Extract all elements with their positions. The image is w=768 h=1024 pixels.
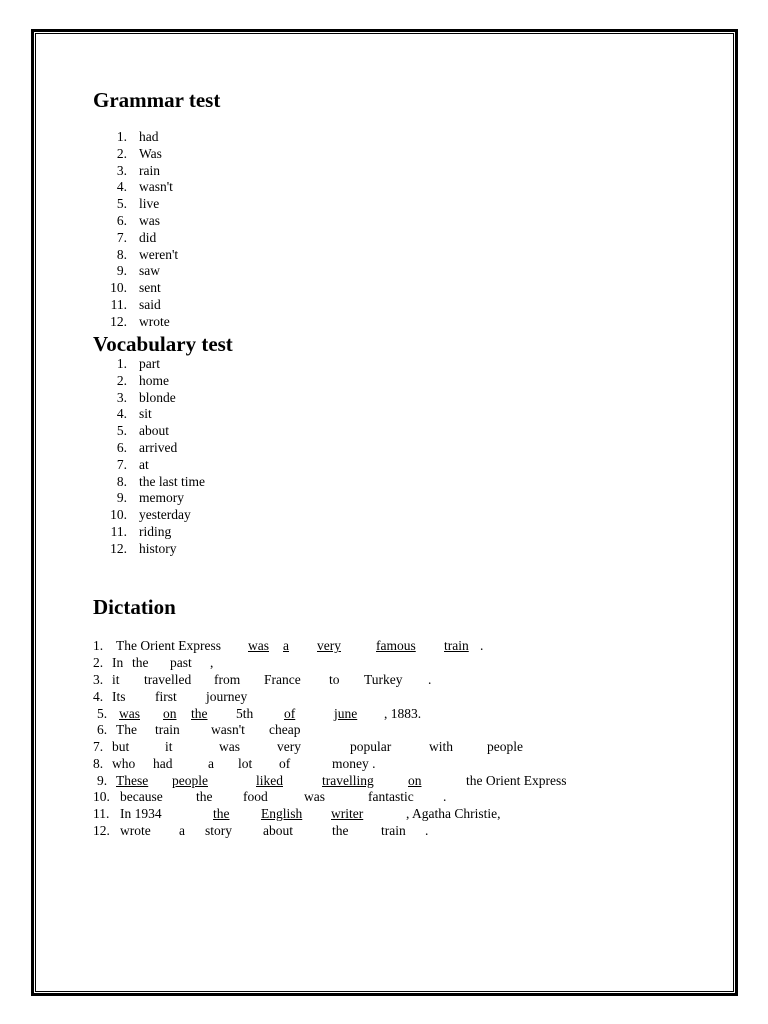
dictation-line xyxy=(0,705,768,722)
answer-text: part xyxy=(139,356,160,371)
word: cheap xyxy=(269,722,301,737)
word: a xyxy=(179,823,185,838)
underlined-word: liked xyxy=(256,773,283,788)
answer-number: 1. xyxy=(116,129,127,144)
line-number: 4. xyxy=(93,689,104,704)
word: The xyxy=(116,722,137,737)
answer-text: wasn't xyxy=(139,179,173,195)
answer-number: 6. xyxy=(116,439,127,455)
underlined-word: These xyxy=(116,773,149,788)
word: had xyxy=(153,756,173,771)
vocabulary-test-heading: Vocabulary test xyxy=(93,332,233,356)
dictation-line xyxy=(0,671,768,688)
word: In 1934 xyxy=(120,806,162,821)
word: it xyxy=(112,672,120,687)
word: popular xyxy=(350,739,392,754)
answer-text: arrived xyxy=(139,439,178,455)
answer-number: 9. xyxy=(116,263,127,279)
line-number: 3. xyxy=(93,672,104,687)
answer-text: Was xyxy=(139,145,162,161)
answer-text: riding xyxy=(139,523,172,539)
answer-number: 5. xyxy=(116,423,127,439)
underlined-word: the xyxy=(213,806,230,821)
word: to xyxy=(329,672,340,687)
underlined-word: writer xyxy=(331,806,364,821)
word: Its xyxy=(112,689,126,704)
line-number: 9. xyxy=(97,773,108,788)
answer-number: 11. xyxy=(110,523,127,539)
word: with xyxy=(429,739,454,754)
line-number: 10. xyxy=(93,789,110,804)
answer-number: 7. xyxy=(116,456,127,472)
answer-text: history xyxy=(139,540,177,556)
answer-number: 8. xyxy=(116,473,127,489)
dictation-line xyxy=(0,822,768,839)
answer-text: had xyxy=(139,129,159,144)
answer-text: sit xyxy=(139,406,152,422)
answer-text: blonde xyxy=(139,389,176,405)
word: who xyxy=(112,756,136,771)
answer-text: weren't xyxy=(139,246,179,262)
word: . xyxy=(425,823,429,838)
answer-text: sent xyxy=(139,280,161,296)
answer-text: the last time xyxy=(139,473,205,489)
answer-text: home xyxy=(139,372,169,388)
word: . xyxy=(428,672,432,687)
word: the Orient Express xyxy=(466,773,567,788)
answer-number: 1. xyxy=(116,356,127,371)
word: from xyxy=(214,672,241,687)
underlined-word: travelling xyxy=(322,773,374,788)
word: In xyxy=(112,655,124,670)
word: train xyxy=(381,823,406,838)
answer-text: was xyxy=(139,212,160,228)
word: money . xyxy=(332,756,376,771)
underlined-word: june xyxy=(334,706,358,721)
answer-number: 2. xyxy=(116,372,127,388)
word: The Orient Express xyxy=(116,638,221,653)
word: wasn't xyxy=(211,722,245,737)
answer-text: said xyxy=(139,296,161,312)
word: a xyxy=(208,756,214,771)
word: Turkey xyxy=(364,672,403,687)
underlined-word: people xyxy=(172,773,208,788)
word: people xyxy=(487,739,523,754)
dictation-line xyxy=(0,721,768,738)
word: past xyxy=(170,655,192,670)
dictation-line xyxy=(0,654,768,671)
answer-text: live xyxy=(139,196,160,212)
underlined-word: very xyxy=(317,638,341,653)
underlined-word: the xyxy=(191,706,208,721)
word: travelled xyxy=(144,672,192,687)
word: but xyxy=(112,739,130,754)
answer-text: yesterday xyxy=(139,507,191,523)
word: wrote xyxy=(120,823,151,838)
answer-text: saw xyxy=(139,263,160,279)
dictation-line xyxy=(0,738,768,755)
answer-number: 3. xyxy=(116,389,127,405)
word: about xyxy=(263,823,293,838)
underlined-word: a xyxy=(283,638,289,653)
word: 5th xyxy=(236,706,254,721)
line-number: 6. xyxy=(97,722,108,737)
underlined-word: train xyxy=(444,638,469,653)
word: journey xyxy=(206,689,248,704)
line-number: 2. xyxy=(93,655,104,670)
underlined-word: on xyxy=(163,706,177,721)
answer-text: did xyxy=(139,229,157,245)
answer-number: 5. xyxy=(116,196,127,212)
underlined-word: was xyxy=(248,638,269,653)
dictation-line xyxy=(0,755,768,772)
answer-number: 10. xyxy=(110,280,127,296)
line-number: 5. xyxy=(97,706,108,721)
answer-number: 4. xyxy=(116,406,127,422)
word: it xyxy=(165,739,173,754)
answer-number: 12. xyxy=(110,313,127,329)
dictation-line xyxy=(0,637,768,654)
answer-number: 8. xyxy=(116,246,127,262)
answer-number: 9. xyxy=(116,490,127,506)
line-number: 7. xyxy=(93,739,104,754)
answer-number: 6. xyxy=(116,212,127,228)
word: fantastic xyxy=(368,789,414,804)
answer-number: 10. xyxy=(110,507,127,523)
word: France xyxy=(264,672,301,687)
answer-number: 3. xyxy=(116,162,127,178)
word: was xyxy=(219,739,240,754)
dictation-line xyxy=(0,805,768,822)
word: , xyxy=(210,655,214,670)
word: lot xyxy=(238,756,253,771)
word: very xyxy=(277,739,301,754)
dictation-heading: Dictation xyxy=(93,595,176,619)
word: of xyxy=(279,756,291,771)
line-number: 1. xyxy=(93,638,104,653)
word: the xyxy=(196,789,213,804)
word: train xyxy=(155,722,180,737)
answer-text: wrote xyxy=(139,313,170,329)
answer-text: rain xyxy=(139,162,160,178)
underlined-word: of xyxy=(284,706,296,721)
underlined-word: was xyxy=(119,706,140,721)
answer-number: 2. xyxy=(116,145,127,161)
word: first xyxy=(155,689,177,704)
answer-text: about xyxy=(139,423,169,439)
answer-number: 11. xyxy=(110,296,127,312)
underlined-word: famous xyxy=(376,638,416,653)
word: , 1883. xyxy=(384,706,422,721)
underlined-word: English xyxy=(261,806,303,821)
word: . xyxy=(443,789,447,804)
line-number: 12. xyxy=(93,823,110,838)
word: the xyxy=(132,655,149,670)
answer-text: at xyxy=(139,456,149,472)
word: the xyxy=(332,823,349,838)
answer-text: memory xyxy=(139,490,184,506)
underlined-word: on xyxy=(408,773,422,788)
answer-number: 7. xyxy=(116,229,127,245)
answer-number: 4. xyxy=(116,179,127,195)
line-number: 8. xyxy=(93,756,104,771)
answer-number: 12. xyxy=(110,540,127,556)
word: . xyxy=(480,638,484,653)
word: , Agatha Christie, xyxy=(406,806,501,821)
line-number: 11. xyxy=(93,806,110,821)
word: food xyxy=(243,789,268,804)
grammar-test-heading: Grammar test xyxy=(93,88,221,112)
word: because xyxy=(120,789,163,804)
dictation-line xyxy=(0,688,768,705)
dictation-line xyxy=(0,772,768,789)
word: was xyxy=(304,789,325,804)
dictation-line xyxy=(0,788,768,805)
word: story xyxy=(205,823,232,838)
